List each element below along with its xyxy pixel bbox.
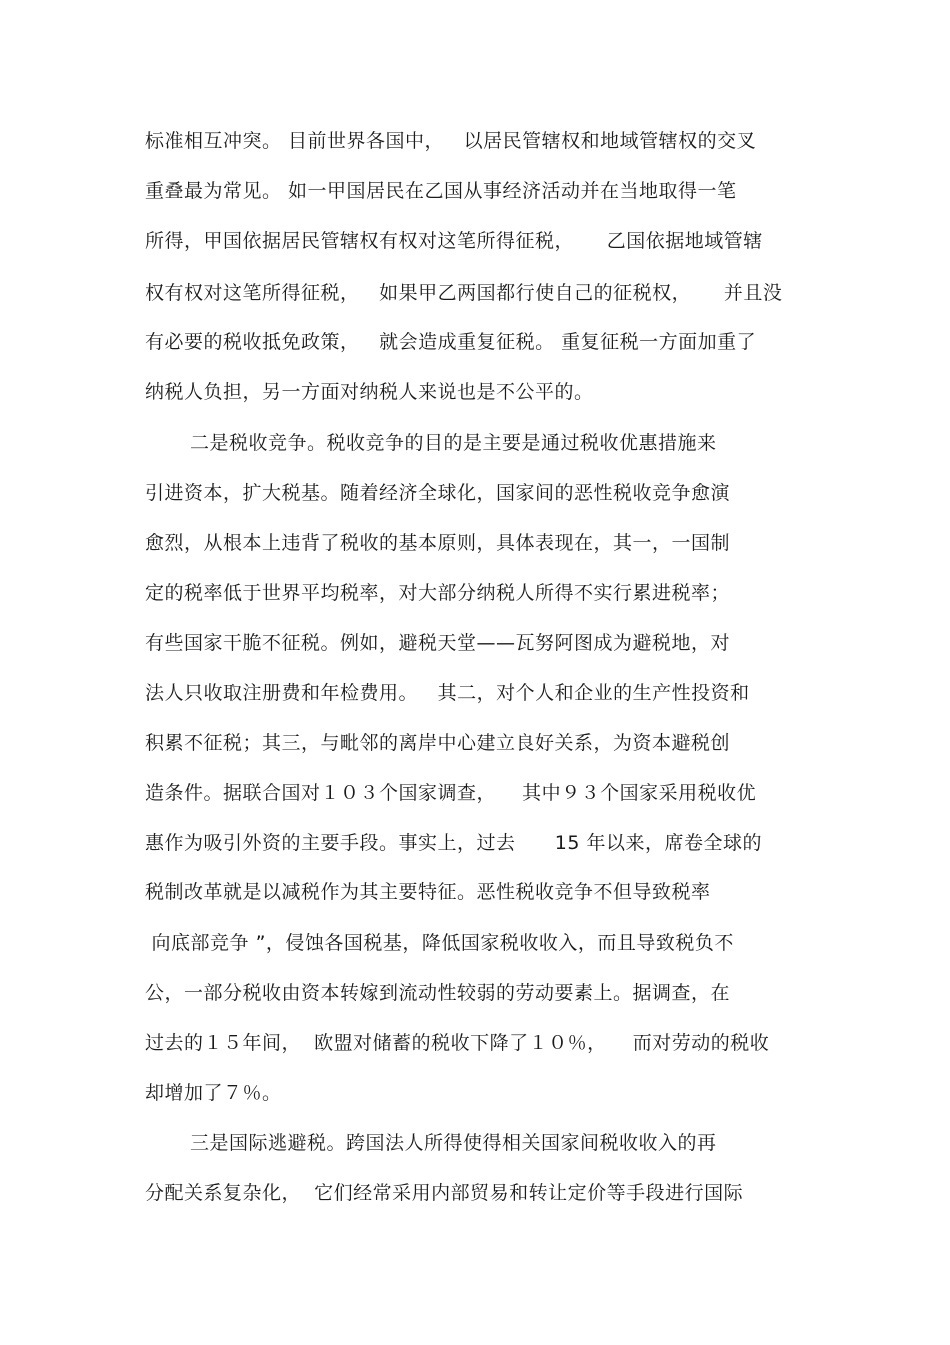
text-line: 所得，甲国依据居民管辖权有权对这笔所得征税， 乙国依据地域管辖: [145, 230, 763, 252]
text-line: 纳税人负担，另一方面对纳税人来说也是不公平的。: [145, 381, 594, 403]
text-line: 二是税收竞争。税收竞争的目的是主要是通过税收优惠措施来: [190, 432, 717, 454]
text-line: 重叠最为常见。 如一甲国居民在乙国从事经济活动并在当地取得一笔: [145, 180, 737, 202]
text-line: 过去的１５年间， 欧盟对储蓄的税收下降了１０％， 而对劳动的税收: [145, 1032, 770, 1054]
text-line: 法人只收取注册费和年检费用。 其二，对个人和企业的生产性投资和: [145, 682, 750, 704]
text-line: 向底部竞争 ”，侵蚀各国税基，降低国家税收收入，而且导致税负不: [145, 932, 734, 954]
text-line: 却增加了７％。: [145, 1082, 282, 1104]
text-line: 定的税率低于世界平均税率，对大部分纳税人所得不实行累进税率；: [145, 582, 731, 604]
text-line: 权有权对这笔所得征税， 如果甲乙两国都行使自己的征税权， 并且没: [145, 282, 783, 304]
text-line: 公，一部分税收由资本转嫁到流动性较弱的劳动要素上。据调查，在: [145, 982, 731, 1004]
text-line: 税制改革就是以减税作为其主要特征。恶性税收竞争不但导致税率: [145, 881, 711, 903]
text-line: 三是国际逃避税。跨国法人所得使得相关国家间税收收入的再: [190, 1132, 717, 1154]
text-line: 有些国家干脆不征税。例如，避税天堂——瓦努阿图成为避税地，对: [145, 632, 731, 654]
text-line: 造条件。据联合国对１０３个国家调查， 其中９３个国家采用税收优: [145, 782, 757, 804]
text-line: 分配关系复杂化， 它们经常采用内部贸易和转让定价等手段进行国际: [145, 1182, 744, 1204]
text-line: 积累不征税；其三，与毗邻的离岸中心建立良好关系，为资本避税创: [145, 732, 731, 754]
text-line: 引进资本，扩大税基。随着经济全球化，国家间的恶性税收竞争愈演: [145, 482, 731, 504]
text-line: 标准相互冲突。 目前世界各国中， 以居民管辖权和地域管辖权的交叉: [145, 130, 757, 152]
text-line: 有必要的税收抵免政策， 就会造成重复征税。 重复征税一方面加重了: [145, 331, 757, 353]
text-line: 惠作为吸引外资的主要手段。事实上，过去 15 年以来，席卷全球的: [145, 832, 762, 854]
text-line: 愈烈，从根本上违背了税收的基本原则，具体表现在，其一，一国制: [145, 532, 731, 554]
